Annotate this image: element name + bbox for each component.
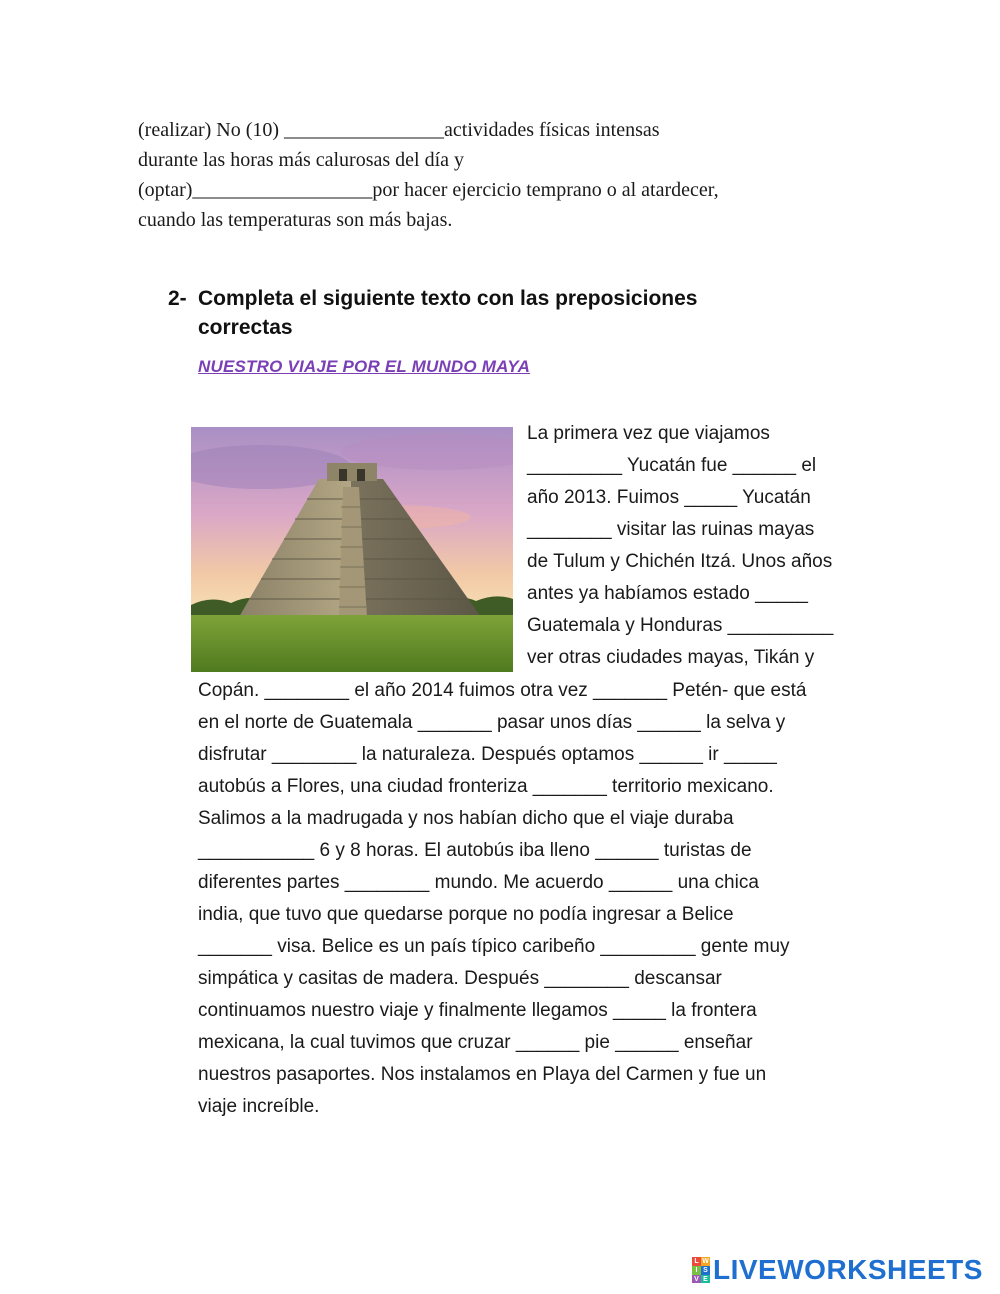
question-heading — [198, 284, 798, 342]
passage-line: Salimos a la madrugada y nos habían dicho que el viaje duraba — [198, 808, 734, 829]
intro-line: cuando las temperaturas son más bajas. — [138, 209, 453, 231]
passage-title: NUESTRO VIAJE POR EL MUNDO MAYA — [198, 357, 531, 376]
passage-line: ________ visitar las ruinas mayas — [527, 519, 815, 540]
liveworksheets-logo[interactable] — [692, 1255, 983, 1285]
passage-line: Guatemala y Honduras __________ — [527, 615, 834, 636]
pyramid-photo — [191, 427, 513, 672]
question-line: Completa el siguiente texto con las preposiciones — [198, 287, 698, 310]
liveworksheets-logo-icon: L W I S V E — [692, 1257, 710, 1283]
passage-line: india, que tuvo que quedarse porque no podía ingresar a Belice — [198, 904, 734, 925]
passage-line: antes ya habíamos estado _____ — [527, 583, 808, 604]
liveworksheets-logo-text: LIVEWORKSHEETS — [713, 1254, 983, 1285]
passage-line: viaje increíble. — [198, 1096, 320, 1117]
passage-line: simpática y casitas de madera. Después ________ descansar — [198, 968, 722, 989]
passage-line: diferentes partes ________ mundo. Me acuerdo ______ una chica — [198, 872, 759, 893]
passage-line: La primera vez que viajamos — [527, 423, 770, 444]
question-line: correctas — [198, 316, 293, 339]
intro-paragraph — [138, 115, 878, 235]
passage-line: ___________ 6 y 8 horas. El autobús iba lleno ______ turistas de — [198, 840, 752, 861]
passage-line: autobús a Flores, una ciudad fronteriza _______ territorio mexicano. — [198, 776, 774, 797]
question-number: 2- — [168, 287, 187, 310]
passage-line: en el norte de Guatemala _______ pasar unos días ______ la selva y — [198, 712, 786, 733]
passage-line: Copán. ________ el año 2014 fuimos otra vez _______ Petén- que está — [198, 680, 807, 701]
intro-line: (realizar) No (10) ________________actividades físicas intensas — [138, 119, 660, 141]
passage-line: mexicana, la cual tuvimos que cruzar ______ pie ______ enseñar — [198, 1032, 753, 1053]
intro-line: (optar)__________________por hacer ejercicio temprano o al atardecer, — [138, 179, 719, 201]
passage-line: ver otras ciudades mayas, Tikán y — [527, 647, 815, 668]
passage-line: continuamos nuestro viaje y finalmente llegamos _____ la frontera — [198, 1000, 757, 1021]
passage-line: nuestros pasaportes. Nos instalamos en Playa del Carmen y fue un — [198, 1064, 767, 1085]
passage-line: _________ Yucatán fue ______ el — [527, 455, 817, 476]
passage-line: año 2013. Fuimos _____ Yucatán — [527, 487, 811, 508]
passage-line: disfrutar ________ la naturaleza. Después optamos ______ ir _____ — [198, 744, 777, 765]
passage-line: _______ visa. Belice es un país típico caribeño _________ gente muy — [198, 936, 790, 957]
passage-line: de Tulum y Chichén Itzá. Unos años — [527, 551, 833, 572]
intro-line: durante las horas más calurosas del día y — [138, 149, 465, 171]
